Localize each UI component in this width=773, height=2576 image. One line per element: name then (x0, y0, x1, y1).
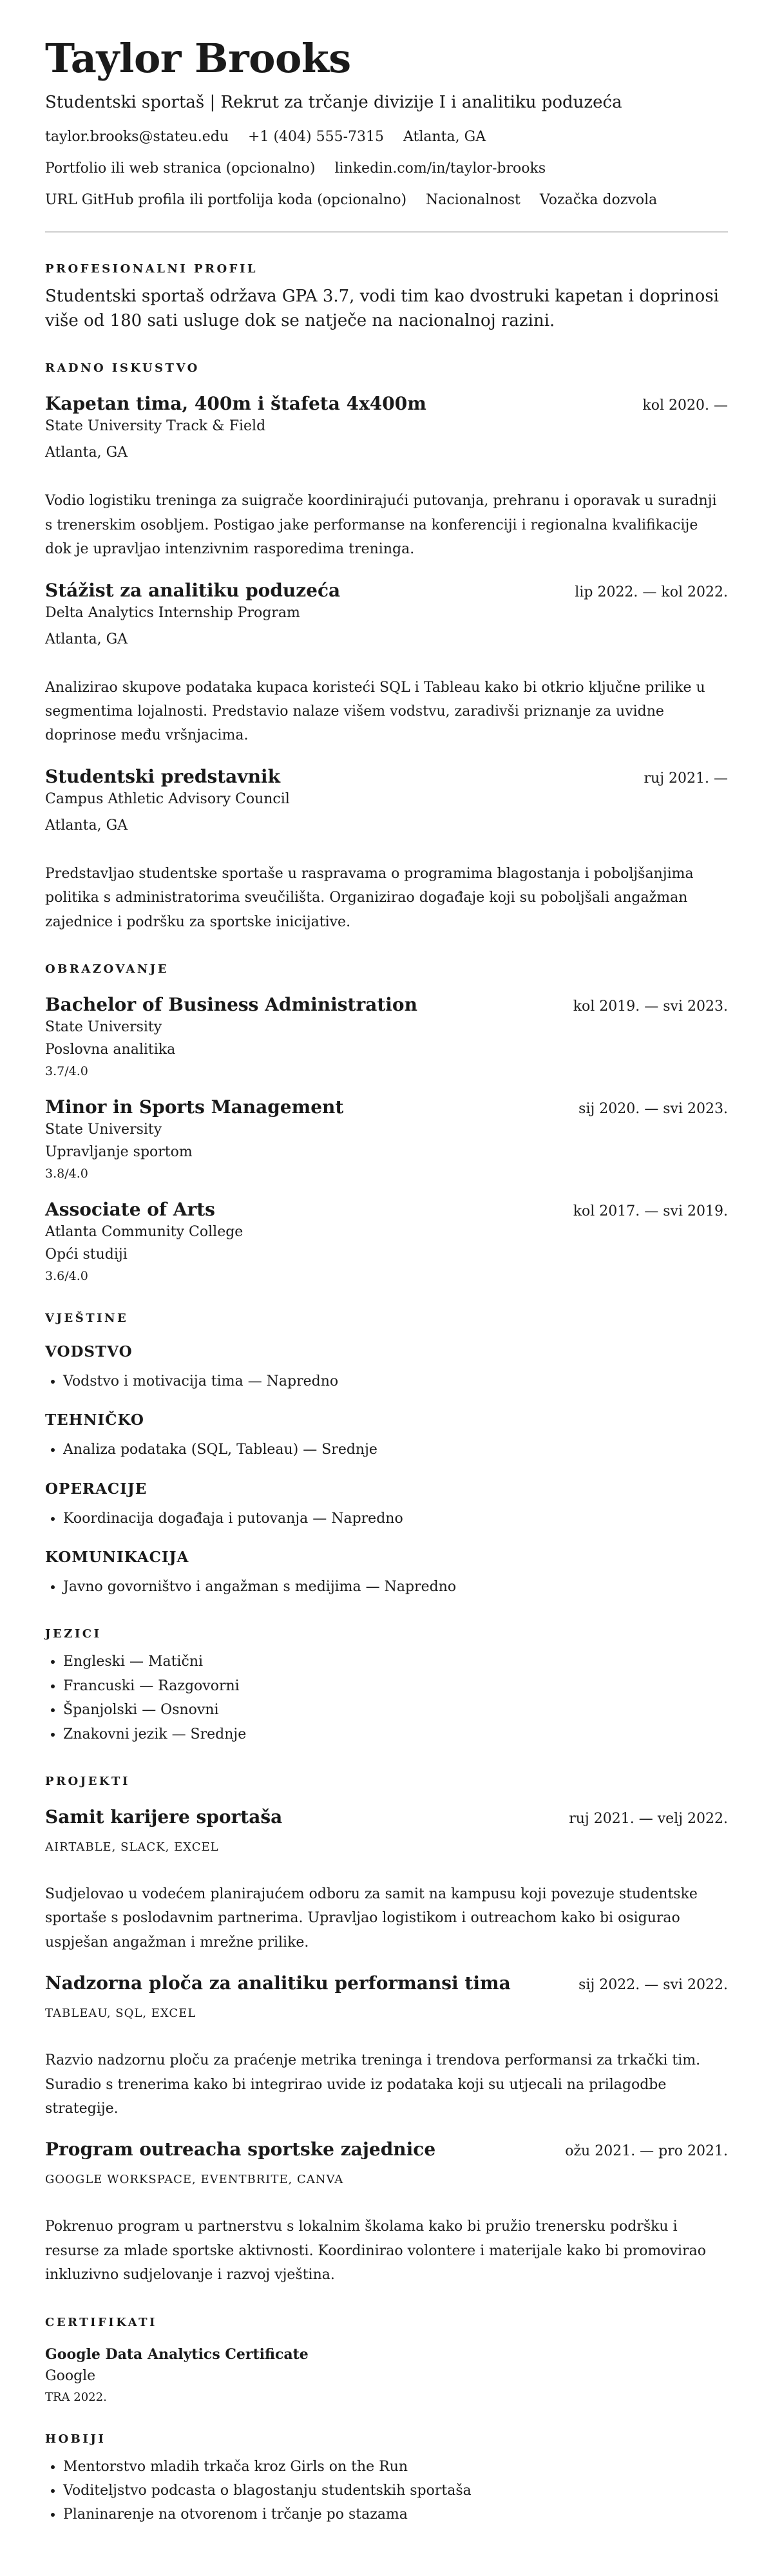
project-description: Sudjelovao u vodećem planirajućem odboru za samit na kampusu koji povezuje studentske sportaše s poslodavnim partnerima. Upravljao logistikom i outreachom kako bi osigurao uspješan angažman i mrežne prilike. (45, 1886, 698, 1951)
skill-list (45, 1507, 728, 1531)
section-title: OBRAZOVANJE (45, 962, 169, 976)
project-tools: AIRTABLE, SLACK, EXCEL (45, 1840, 219, 1855)
candidate-name: Taylor Brooks (45, 35, 351, 82)
job-dates: ruj 2021. — (644, 770, 728, 787)
experience-entry (45, 393, 728, 561)
study-field: Opći studiji (45, 1246, 128, 1263)
contact-email[interactable]: taylor.brooks@stateu.edu (45, 129, 229, 145)
candidate-headline: Studentski sportaš | Rekrut za trčanje divizije I i analitiku poduzeća (45, 93, 622, 112)
skill-list (45, 1438, 728, 1462)
section-title: CERTIFIKATI (45, 2315, 157, 2329)
gpa: 3.8/4.0 (45, 1166, 88, 1181)
school-name: Atlanta Community College (45, 1223, 243, 1240)
skill-category: OPERACIJE (45, 1480, 148, 1498)
degree-title: Associate of Arts (45, 1198, 215, 1220)
job-description: Analizirao skupove podataka kupaca koristeći SQL i Tableau kako bi otkrio ključne prilike u segmentima lojalnosti. Predstavio nalaze višem vodstvu, zaradivši priznanje za uvidne doprinose među vršnjacima. (45, 679, 705, 744)
language-item: • Engleski — Matični (63, 1650, 728, 1674)
skill-item: • Analiza podataka (SQL, Tableau) — Srednje (63, 1438, 728, 1462)
school-name: State University (45, 1121, 162, 1138)
contact-portfolio[interactable]: Portfolio ili web stranica (opcionalno) (45, 160, 316, 177)
project-title: Nadzorna ploča za analitiku performansi tima (45, 1972, 511, 1994)
hobbies-section (45, 2432, 728, 2527)
skill-list (45, 1575, 728, 1599)
project-dates: ruj 2021. — velj 2022. (569, 1811, 728, 1827)
language-item: • Španjolski — Osnovni (63, 1698, 728, 1722)
skill-item: • Vodstvo i motivacija tima — Napredno (63, 1369, 728, 1393)
project-entry (45, 1806, 728, 1954)
section-title: RADNO ISKUSTVO (45, 361, 200, 376)
hobby-item: • Mentorstvo mladih trkača kroz Girls on the Run (63, 2455, 728, 2479)
contact-phone[interactable]: +1 (404) 555-7315 (248, 129, 385, 145)
job-location: Atlanta, GA (45, 817, 128, 834)
certificate-title: Google Data Analytics Certificate (45, 2345, 309, 2363)
contact-drivers-license: Vozačka dozvola (539, 192, 658, 208)
job-description: Predstavljao studentske sportaše u raspravama o programima blagostanja i poboljšanjima politika s administratorima sveučilišta. Organizirao događaje koji su poboljšali angažman zajednice i podršku za sportske inicijative. (45, 865, 694, 930)
job-dates: lip 2022. — kol 2022. (575, 584, 728, 600)
degree-title: Minor in Sports Management (45, 1096, 344, 1118)
language-item: • Francuski — Razgovorni (63, 1674, 728, 1698)
languages-section (45, 1627, 728, 1746)
job-description: Vodio logistiku treninga za suigrače koordinirajući putovanja, prehranu i oporavak u suradnji s trenerskim osobljem. Postigao jake performanse na konferenciji i regionalna kvalifikacije dok je upravljao intenzivnim rasporedima treninga. (45, 493, 717, 558)
project-dates: sij 2022. — svi 2022. (578, 1977, 728, 1994)
project-entry (45, 1972, 728, 2121)
gpa: 3.7/4.0 (45, 1064, 88, 1078)
degree-dates: kol 2017. — svi 2019. (573, 1203, 728, 1219)
project-title: Samit karijere sportaša (45, 1806, 283, 1828)
experience-entry (45, 580, 728, 748)
section-title: PROFESIONALNI PROFIL (45, 262, 258, 276)
section-title: JEZICI (45, 1627, 102, 1641)
job-dates: kol 2020. — (642, 397, 728, 414)
contact-github[interactable]: URL GitHub profila ili portfolija koda (opcionalno) (45, 192, 407, 208)
contact-row (45, 129, 728, 145)
hobby-list (45, 2455, 728, 2527)
education-entry (45, 1096, 728, 1181)
job-title: Studentski predstavnik (45, 765, 280, 787)
skill-category: TEHNIČKO (45, 1411, 144, 1429)
gpa: 3.6/4.0 (45, 1268, 88, 1283)
section-title: VJEŠTINE (45, 1311, 129, 1325)
project-entry (45, 2139, 728, 2287)
hobby-item: • Voditeljstvo podcasta o blagostanju studentskih sportaša (63, 2479, 728, 2503)
contact-row (45, 192, 728, 208)
skill-category: KOMUNIKACIJA (45, 1549, 189, 1567)
degree-title: Bachelor of Business Administration (45, 993, 417, 1015)
job-location: Atlanta, GA (45, 631, 128, 647)
contact-row (45, 160, 728, 177)
resume-header (45, 35, 728, 208)
projects-section (45, 1775, 728, 2287)
project-description: Razvio nadzornu ploču za praćenje metrika treninga i trendova performansi za trkački tim. Suradio s trenerima kako bi integrirao uvide iz podataka koji su utjecali na prilagodbe strategije. (45, 2052, 701, 2117)
certificate-issuer: Google (45, 2367, 96, 2384)
certificate-date: TRA 2022. (45, 2390, 107, 2404)
education-entry (45, 994, 728, 1078)
education-entry (45, 1199, 728, 1283)
job-title: Stážist za analitiku poduzeća (45, 579, 341, 601)
contact-nationality: Nacionalnost (426, 192, 520, 208)
degree-dates: sij 2020. — svi 2023. (578, 1100, 728, 1117)
skill-list (45, 1369, 728, 1393)
project-tools: GOOGLE WORKSPACE, EVENTBRITE, CANVA (45, 2173, 344, 2187)
experience-section (45, 361, 728, 934)
section-title: HOBIJI (45, 2432, 106, 2446)
project-title: Program outreacha sportske zajednice (45, 2139, 436, 2161)
job-organization: Delta Analytics Internship Program (45, 604, 300, 621)
profile-section (45, 262, 728, 333)
job-title: Kapetan tima, 400m i štafeta 4x400m (45, 393, 426, 415)
language-list (45, 1650, 728, 1746)
skills-section (45, 1312, 728, 1599)
skill-category: VODSTVO (45, 1342, 133, 1360)
hobby-item: • Planinarenje na otvorenom i trčanje po stazama (63, 2503, 728, 2526)
study-field: Upravljanje sportom (45, 1143, 193, 1160)
certificates-section (45, 2316, 728, 2404)
school-name: State University (45, 1018, 162, 1035)
header-divider (45, 231, 728, 233)
job-location: Atlanta, GA (45, 444, 128, 461)
education-section (45, 962, 728, 1283)
job-organization: State University Track & Field (45, 418, 266, 435)
language-item: • Znakovni jezik — Srednje (63, 1722, 728, 1746)
project-dates: ožu 2021. — pro 2021. (565, 2143, 728, 2160)
job-organization: Campus Athletic Advisory Council (45, 790, 290, 807)
degree-dates: kol 2019. — svi 2023. (573, 998, 728, 1015)
project-tools: TABLEAU, SQL, EXCEL (45, 2007, 196, 2021)
skill-item: • Koordinacija događaja i putovanja — Napredno (63, 1507, 728, 1531)
contact-linkedin[interactable]: linkedin.com/in/taylor-brooks (334, 160, 546, 177)
experience-entry (45, 766, 728, 934)
skill-item: • Javno govorništvo i angažman s medijima — Napredno (63, 1575, 728, 1599)
profile-summary: Studentski sportaš održava GPA 3.7, vodi tim kao dvostruki kapetan i doprinosi više od 180 sati usluge dok se natječe na nacionalnoj razini. (45, 287, 719, 330)
section-title: PROJEKTI (45, 1775, 130, 1789)
project-description: Pokrenuo program u partnerstvu s lokalnim školama kako bi pružio trenersku podršku i resurse za mlade sportske aktivnosti. Koordinirao volontere i materijale kako bi promovirao inkluzivno sudjelovanje i razvoj vještina. (45, 2218, 706, 2284)
contact-location: Atlanta, GA (403, 129, 486, 145)
study-field: Poslovna analitika (45, 1041, 176, 1058)
